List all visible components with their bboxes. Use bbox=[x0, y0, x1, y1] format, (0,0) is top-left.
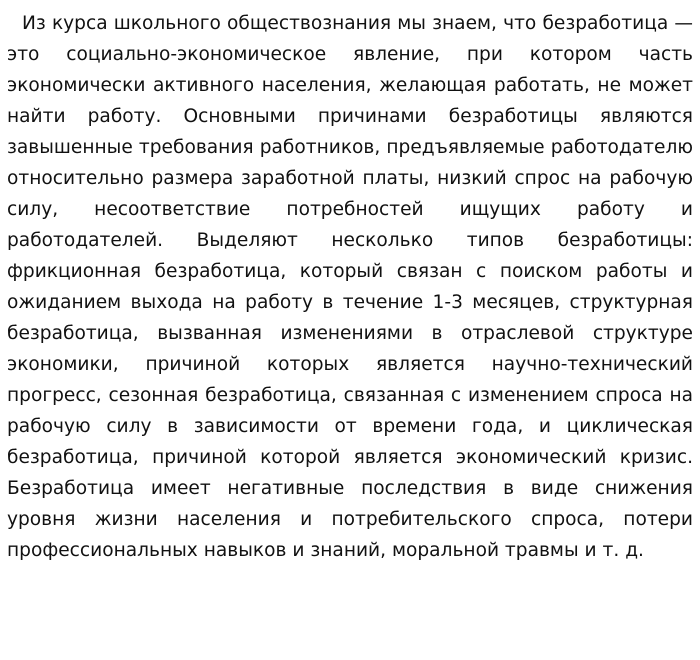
essay-paragraph: Из курса школьного обществознания мы знаем, что безработица — это социально-экономическое явление, при котором часть экономически активного населения, желающая работать, не может найти работу. Основными причинами безработицы являются завышенные требования работников, предъявляемые работодателю относительно размера заработной платы, низкий спрос на рабочую силу, несоответствие потребностей ищущих работу и работодателей. Выделяют несколько типов безработицы: фрикционная безработица, который связан с поиском работы и ожиданием выхода на работу в течение 1-3 месяцев, структурная безработица, вызванная изменениями в отраслевой структуре экономики, причиной которых является научно-технический прогресс, сезонная безработица, связанная с изменением спроса на рабочую силу в зависимости от времени года, и циклическая безработица, причиной которой является экономический кризис. Безработица имеет негативные последствия в виде снижения уровня жизни населения и потребительского спроса, потери профессиональных навыков и знаний, моральной травмы и т. д. bbox=[7, 13, 693, 561]
document-body bbox=[7, 8, 693, 566]
